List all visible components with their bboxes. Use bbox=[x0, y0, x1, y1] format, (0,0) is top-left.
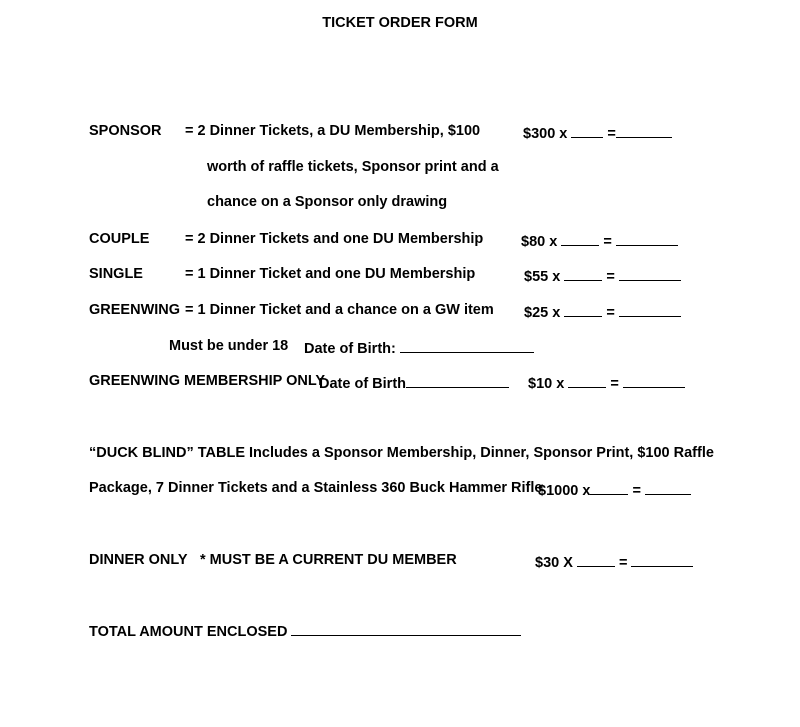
greenwing-membership-dob-field[interactable] bbox=[406, 373, 509, 388]
greenwing-price-row bbox=[524, 302, 681, 321]
greenwing-dob-label: Date of Birth: bbox=[304, 341, 396, 357]
couple-label: COUPLE bbox=[89, 231, 150, 247]
greenwing-dob-row bbox=[304, 338, 534, 357]
greenwing-label: GREENWING bbox=[89, 302, 181, 318]
duck-blind-description-line1: “DUCK BLIND” TABLE Includes a Sponsor Membership, Dinner, Sponsor Print, $100 Raffle bbox=[89, 445, 714, 461]
duck-blind-quantity-field[interactable] bbox=[590, 480, 628, 495]
couple-equals: = bbox=[603, 234, 612, 250]
single-quantity-field[interactable] bbox=[564, 266, 602, 281]
total-row bbox=[89, 621, 521, 640]
single-equals: = bbox=[606, 269, 615, 285]
greenwing-membership-dob-row bbox=[319, 373, 509, 392]
sponsor-price: $300 x bbox=[523, 126, 568, 142]
duck-blind-description-line2: Package, 7 Dinner Tickets and a Stainless 360 Buck Hammer Rifle bbox=[89, 480, 543, 496]
single-price: $55 x bbox=[524, 269, 561, 285]
greenwing-membership-dob-label: Date of Birth bbox=[319, 376, 406, 392]
dinner-only-quantity-field[interactable] bbox=[577, 552, 615, 567]
form-title: TICKET ORDER FORM bbox=[322, 15, 478, 31]
sponsor-description-line1: = 2 Dinner Tickets, a DU Membership, $100 bbox=[185, 123, 481, 139]
couple-description: = 2 Dinner Tickets and one DU Membership bbox=[185, 231, 484, 247]
couple-price-row bbox=[521, 231, 678, 250]
dinner-only-label: DINNER ONLY bbox=[89, 552, 188, 568]
greenwing-membership-amount-field[interactable] bbox=[623, 373, 685, 388]
duck-blind-price: $1000 x bbox=[538, 483, 591, 499]
sponsor-label: SPONSOR bbox=[89, 123, 162, 139]
sponsor-amount-field[interactable] bbox=[616, 123, 672, 138]
sponsor-equals: = bbox=[607, 126, 616, 142]
dinner-only-amount-field[interactable] bbox=[631, 552, 693, 567]
couple-price: $80 x bbox=[521, 234, 558, 250]
sponsor-description-line2: worth of raffle tickets, Sponsor print and a bbox=[207, 159, 499, 175]
couple-quantity-field[interactable] bbox=[561, 231, 599, 246]
greenwing-dob-field[interactable] bbox=[400, 338, 534, 353]
dinner-only-note: * MUST BE A CURRENT DU MEMBER bbox=[200, 552, 457, 568]
greenwing-membership-equals: = bbox=[610, 376, 619, 392]
greenwing-equals: = bbox=[606, 305, 615, 321]
greenwing-description: = 1 Dinner Ticket and a chance on a GW item bbox=[185, 302, 494, 318]
single-price-row bbox=[524, 266, 681, 285]
single-amount-field[interactable] bbox=[619, 266, 681, 281]
greenwing-amount-field[interactable] bbox=[619, 302, 681, 317]
duck-blind-amount-field[interactable] bbox=[645, 480, 691, 495]
sponsor-price-row bbox=[523, 123, 672, 142]
dinner-only-price-row bbox=[535, 552, 693, 571]
greenwing-membership-price: $10 x bbox=[528, 376, 565, 392]
single-description: = 1 Dinner Ticket and one DU Membership bbox=[185, 266, 476, 282]
greenwing-membership-label: GREENWING MEMBERSHIP ONLY bbox=[89, 373, 326, 389]
single-label: SINGLE bbox=[89, 266, 143, 282]
dinner-only-price: $30 X bbox=[535, 555, 573, 571]
total-label: TOTAL AMOUNT ENCLOSED bbox=[89, 624, 288, 640]
total-amount-field[interactable] bbox=[291, 621, 521, 636]
sponsor-quantity-field[interactable] bbox=[571, 123, 603, 138]
greenwing-age-note: Must be under 18 bbox=[169, 338, 289, 354]
couple-amount-field[interactable] bbox=[616, 231, 678, 246]
greenwing-quantity-field[interactable] bbox=[564, 302, 602, 317]
greenwing-membership-price-row bbox=[528, 373, 685, 392]
duck-blind-equals: = bbox=[632, 483, 641, 499]
duck-blind-price-row bbox=[538, 480, 691, 499]
greenwing-membership-quantity-field[interactable] bbox=[568, 373, 606, 388]
sponsor-description-line3: chance on a Sponsor only drawing bbox=[207, 194, 448, 210]
greenwing-price: $25 x bbox=[524, 305, 561, 321]
dinner-only-equals: = bbox=[618, 555, 628, 571]
